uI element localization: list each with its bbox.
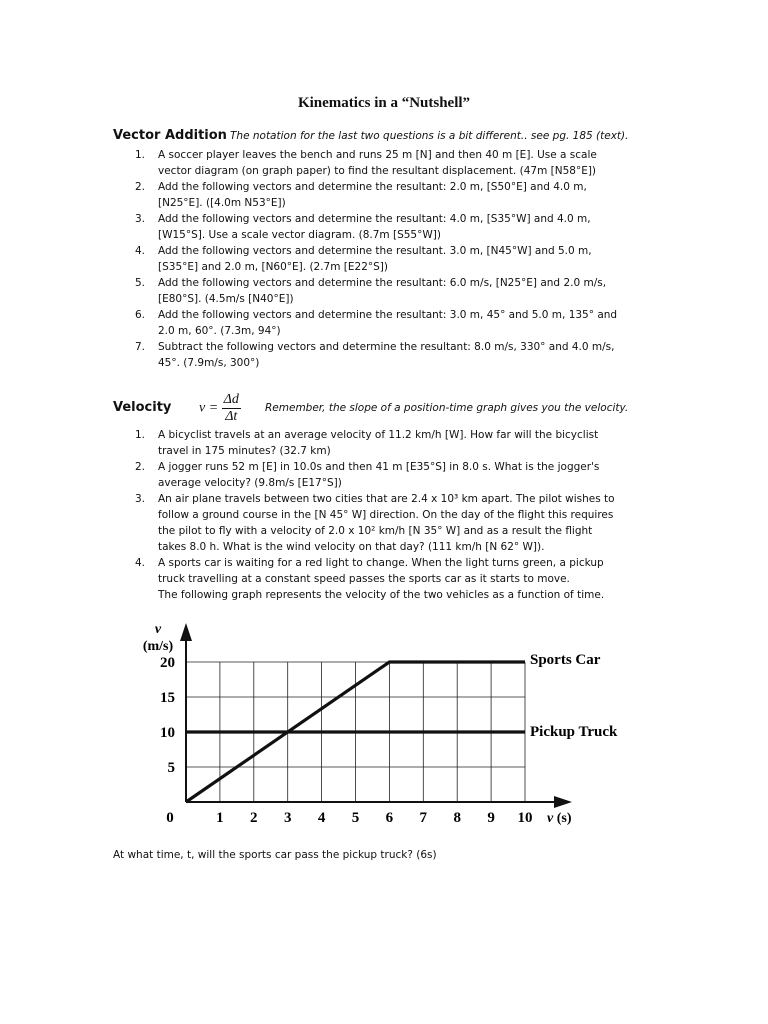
list-item (113, 243, 618, 275)
item-text: Add the following vectors and determine the resultant. 3.0 m, [N45°W] and 5.0 m, [S35°E] and 2.0 m, [N60°E]. (2.7m [E22°S]) (158, 245, 592, 273)
chart-tick-labels (160, 655, 533, 826)
formula-lhs: v = (199, 400, 219, 416)
question-text: At what time, t, will the sports car pass the pickup truck? (6s) (113, 849, 437, 861)
vector-addition-heading: Vector Addition (113, 128, 227, 143)
list-item (113, 491, 618, 555)
item-text: Add the following vectors and determine the resultant: 3.0 m, 45° and 5.0 m, 135° and 2.0 m, 60°. (7.3m, 94°) (158, 309, 618, 337)
x-tick-label: 2 (250, 810, 258, 826)
legend-pickup-truck: Pickup Truck (530, 724, 618, 740)
item-text: A sports car is waiting for a red light to change. When the light turns green, a pickup truck travelling at a constant speed passes the sports car as it starts to move. (158, 557, 604, 585)
item-number: 3. (135, 213, 146, 225)
item-text-continued: The following graph represents the velocity of the two vehicles as a function of time. (158, 589, 605, 601)
item-number: 2. (135, 461, 146, 473)
vector-addition-list (113, 147, 618, 371)
x-tick-label: 8 (453, 810, 461, 826)
item-number: 6. (135, 309, 146, 321)
item-text: Add the following vectors and determine the resultant: 6.0 m/s, [N25°E] and 2.0 m/s, [E80°S]. (4.5m/s [N40°E]) (158, 277, 607, 305)
y-axis-arrow (180, 623, 192, 641)
page-title: Kinematics in a “Nutshell” (297, 95, 471, 111)
x-axis-label-unit: (s) (556, 811, 572, 826)
velocity-list (113, 427, 618, 603)
x-tick-label: 5 (351, 810, 360, 826)
item-number: 1. (135, 149, 146, 161)
vector-addition-note: The notation for the last two questions is a bit different.. see pg. 185 (text). (230, 130, 629, 142)
item-number: 4. (135, 557, 146, 569)
y-tick-label: 5 (167, 760, 175, 776)
x-tick-label: 6 (385, 810, 394, 826)
item-text: Add the following vectors and determine the resultant: 4.0 m, [S35°W] and 4.0 m, [W15°S]. Use a scale vector diagram. (8.7m [S55°W]) (158, 213, 591, 241)
list-item (113, 211, 618, 243)
y-tick-label: 10 (160, 725, 175, 741)
list-item (113, 555, 618, 603)
y-axis-variable: v (154, 622, 162, 637)
item-number: 5. (135, 277, 146, 289)
item-text: A soccer player leaves the bench and runs 25 m [N] and then 40 m [E]. Use a scale vector diagram (on graph paper) to find the resultant displacement. (47m [N58°E]) (158, 149, 597, 177)
item-number: 7. (135, 341, 146, 353)
list-item (113, 307, 618, 339)
x-tick-label: 10 (517, 810, 533, 826)
item-text: A jogger runs 52 m [E] in 10.0s and then 41 m [E35°S] in 8.0 s. What is the jogger's average velocity? (9.8m/s [E17°S]) (158, 461, 600, 489)
list-item (113, 275, 618, 307)
chart-axes (180, 623, 572, 808)
item-text: An air plane travels between two cities that are 2.4 x 10³ km apart. The pilot wishes to follow a ground course in the [N 45° W] direction. On the day of the flight this requires the pilot to fly with a velocity of 2.0 x 10² km/h [N 35° W] and as a result the flight takes 8.0 h. What is the wind velocity on that day? (111 km/h [N 62° W]). (158, 493, 615, 553)
velocity-time-chart (0, 615, 768, 845)
item-text: Add the following vectors and determine the resultant: 2.0 m, [S50°E] and 4.0 m, [N25°E]. ([4.0m N53°E]) (158, 181, 587, 209)
list-item (113, 339, 618, 371)
formula-fraction (222, 392, 241, 425)
y-tick-label: 15 (160, 690, 175, 706)
item-text: Subtract the following vectors and determine the resultant: 8.0 m/s, 330° and 4.0 m/s, 45°. (7.9m/s, 300°) (158, 341, 615, 369)
x-tick-label: 3 (283, 810, 292, 826)
item-number: 2. (135, 181, 146, 193)
y-tick-label: 20 (160, 655, 175, 671)
list-item (113, 459, 618, 491)
x-tick-label: 1 (216, 810, 224, 826)
x-tick-label: 7 (419, 810, 428, 826)
velocity-formula (199, 392, 241, 425)
x-axis-label-variable: v (547, 811, 557, 826)
list-item (113, 147, 618, 179)
y-axis-unit: (m/s) (142, 639, 174, 654)
item-number: 3. (135, 493, 146, 505)
x-tick-label: 4 (317, 810, 326, 826)
legend-sports-car: Sports Car (530, 652, 601, 668)
velocity-heading: Velocity (113, 400, 172, 415)
velocity-note: Remember, the slope of a position-time graph gives you the velocity. (265, 402, 629, 414)
item-number: 4. (135, 245, 146, 257)
x-tick-label: 0 (166, 810, 174, 826)
item-text: A bicyclist travels at an average velocity of 11.2 km/h [W]. How far will the bicyclist travel in 175 minutes? (32.7 km) (158, 429, 599, 457)
list-item (113, 427, 618, 459)
formula-numerator: Δd (223, 392, 239, 407)
x-axis-label (547, 811, 572, 826)
list-item (113, 179, 618, 211)
item-number: 1. (135, 429, 146, 441)
formula-denominator: Δt (225, 409, 238, 424)
x-axis-arrow (554, 796, 572, 808)
x-tick-label: 9 (487, 810, 495, 826)
